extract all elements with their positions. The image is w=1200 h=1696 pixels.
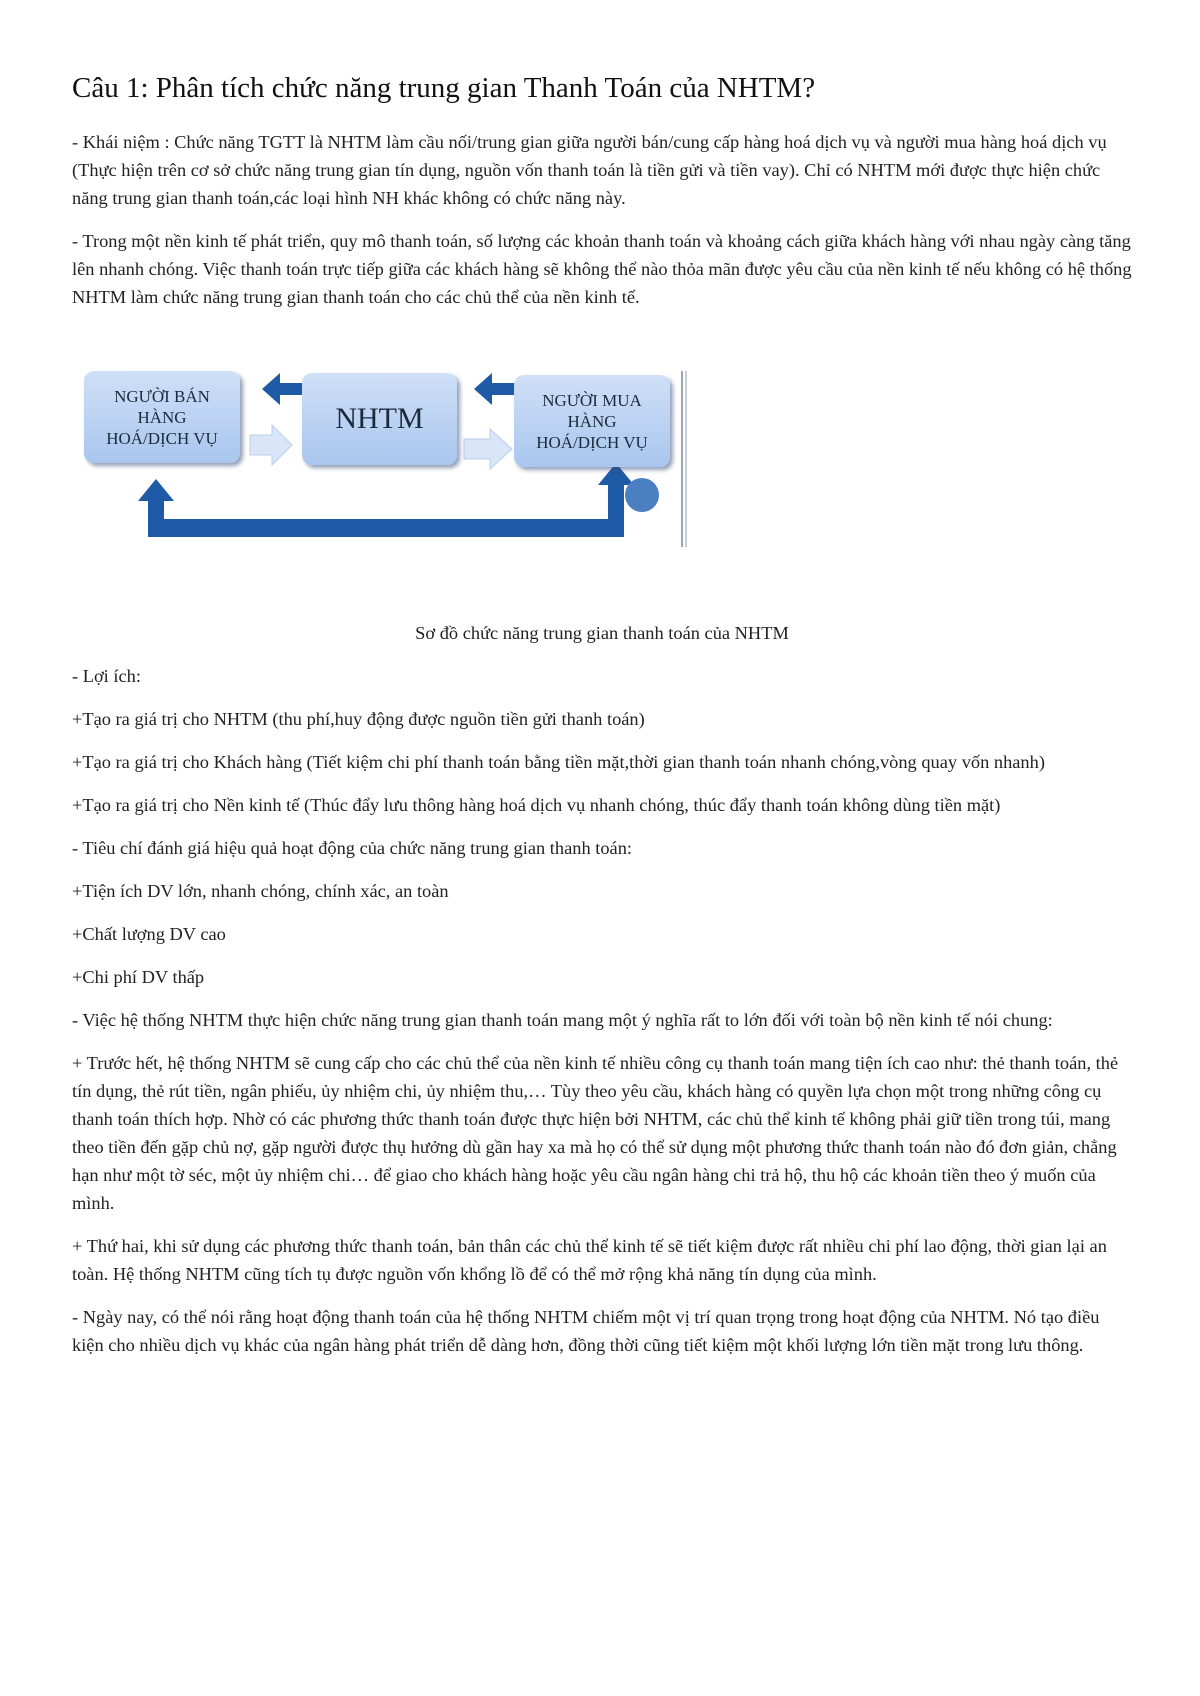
paragraph-criteria-heading: - Tiêu chí đánh giá hiệu quả hoạt động của chức năng trung gian thanh toán:	[72, 838, 633, 859]
paragraph-second-point: + Thứ hai, khi sử dụng các phương thức thanh toán, bản thân các chủ thể kinh tế sẽ tiết kiệm được rất nhiều chi phí lao động, thời gian lại an toàn. Hệ thống NHTM cũng tích tụ được nguồn vốn khổng lồ để có thể mở rộng khả năng tín dụng của mình.	[72, 1236, 1107, 1285]
seller-label: NGƯỜI BÁN HÀNG HOÁ/DỊCH VỤ	[106, 386, 218, 448]
paragraph-criteria-cost: +Chi phí DV thấp	[72, 967, 205, 988]
bank-label: NHTM	[335, 402, 424, 436]
buyer-label: NGƯỜI MUA HÀNG HOÁ/DỊCH VỤ	[536, 390, 648, 452]
paragraph-context: - Trong một nền kinh tế phát triển, quy mô thanh toán, số lượng các khoản thanh toán và khoảng cách giữa khách hàng với nhau ngày càng tăng lên nhanh chóng. Việc thanh toán trực tiếp giữa các khách hàng sẽ không thể nào thỏa mãn được yêu cầu của nền kinh tế nếu không có hệ thống NHTM làm chức năng trung gian thanh toán cho các chủ thể của nền kinh tế.	[72, 231, 1132, 308]
arrow-bank-to-seller	[262, 373, 302, 405]
paragraph-first-point: + Trước hết, hệ thống NHTM sẽ cung cấp cho các chủ thể của nền kinh tế nhiều công cụ thanh toán mang tiện ích cao như: thẻ thanh toán, thẻ tín dụng, thẻ rút tiền, ngân phiếu, ủy nhiệm chi, ủy nhiệm thu,… Tùy theo yêu cầu, khách hàng có quyền lựa chọn một trong những công cụ thanh toán thích hợp. Nhờ có các phương thức thanh toán được thực hiện bởi NHTM, các chủ thể kinh tế không phải giữ tiền trong túi, mang theo tiền đến gặp chủ nợ, gặp người được thụ hưởng dù gần hay xa mà họ có thể sử dụng một phương thức thanh toán nào đó đơn giản, chẳng hạn như một tờ séc, một ủy nhiệm chi… để giao cho khách hàng hoặc yêu cầu ngân hàng chi trả hộ, thu hộ các khoản tiền theo ý muốn của mình.	[72, 1053, 1119, 1214]
document-body	[72, 70, 1132, 1374]
arrow-seller-to-bank	[250, 425, 292, 465]
bank-box	[302, 373, 457, 465]
payment-flow-diagram	[84, 367, 764, 567]
diagram-caption: Sơ đồ chức năng trung gian thanh toán của NHTM	[415, 623, 789, 644]
page-title: Câu 1: Phân tích chức năng trung gian Thanh Toán của NHTM?	[72, 72, 816, 104]
paragraph-definition: - Khái niệm : Chức năng TGTT là NHTM làm cầu nối/trung gian giữa người bán/cung cấp hàng hoá dịch vụ và người mua hàng hoá dịch vụ (Thực hiện trên cơ sở chức năng trung gian tín dụng, nguồn vốn thanh toán là tiền gửi và tiền vay). Chỉ có NHTM mới được thực hiện chức năng trung gian thanh toán,các loại hình NH khác không có chức năng này.	[72, 132, 1107, 209]
paragraph-conclusion: - Ngày nay, có thể nói rằng hoạt động thanh toán của hệ thống NHTM chiếm một vị trí quan trọng trong hoạt động của NHTM. Nó tạo điều kiện cho nhiều dịch vụ khác của ngân hàng phát triển dễ dàng hơn, đồng thời cũng tiết kiệm một khối lượng lớn tiền mặt trong lưu thông.	[72, 1307, 1100, 1356]
arrow-return-path	[138, 463, 634, 537]
buyer-box	[514, 375, 670, 467]
paragraph-benefit-economy: +Tạo ra giá trị cho Nền kinh tế (Thúc đẩy lưu thông hàng hoá dịch vụ nhanh chóng, thúc đẩy thanh toán không dùng tiền mặt)	[72, 795, 1001, 816]
paragraph-criteria-quality: +Chất lượng DV cao	[72, 924, 226, 945]
paragraph-benefits-heading: - Lợi ích:	[72, 666, 141, 687]
paragraph-benefit-customer: +Tạo ra giá trị cho Khách hàng (Tiết kiệm chi phí thanh toán bằng tiền mặt,thời gian thanh toán nhanh chóng,vòng quay vốn nhanh)	[72, 752, 1045, 773]
arrow-bank-to-buyer	[464, 429, 512, 469]
paragraph-benefit-bank: +Tạo ra giá trị cho NHTM (thu phí,huy động được nguồn tiền gửi thanh toán)	[72, 709, 645, 730]
paragraph-criteria-utility: +Tiện ích DV lớn, nhanh chóng, chính xác, an toàn	[72, 881, 449, 902]
decorative-circle	[625, 478, 659, 512]
seller-box	[84, 371, 240, 463]
arrow-buyer-to-bank	[474, 373, 516, 405]
paragraph-significance: - Việc hệ thống NHTM thực hiện chức năng trung gian thanh toán mang một ý nghĩa rất to lớn đối với toàn bộ nền kinh tế nói chung:	[72, 1010, 1053, 1031]
